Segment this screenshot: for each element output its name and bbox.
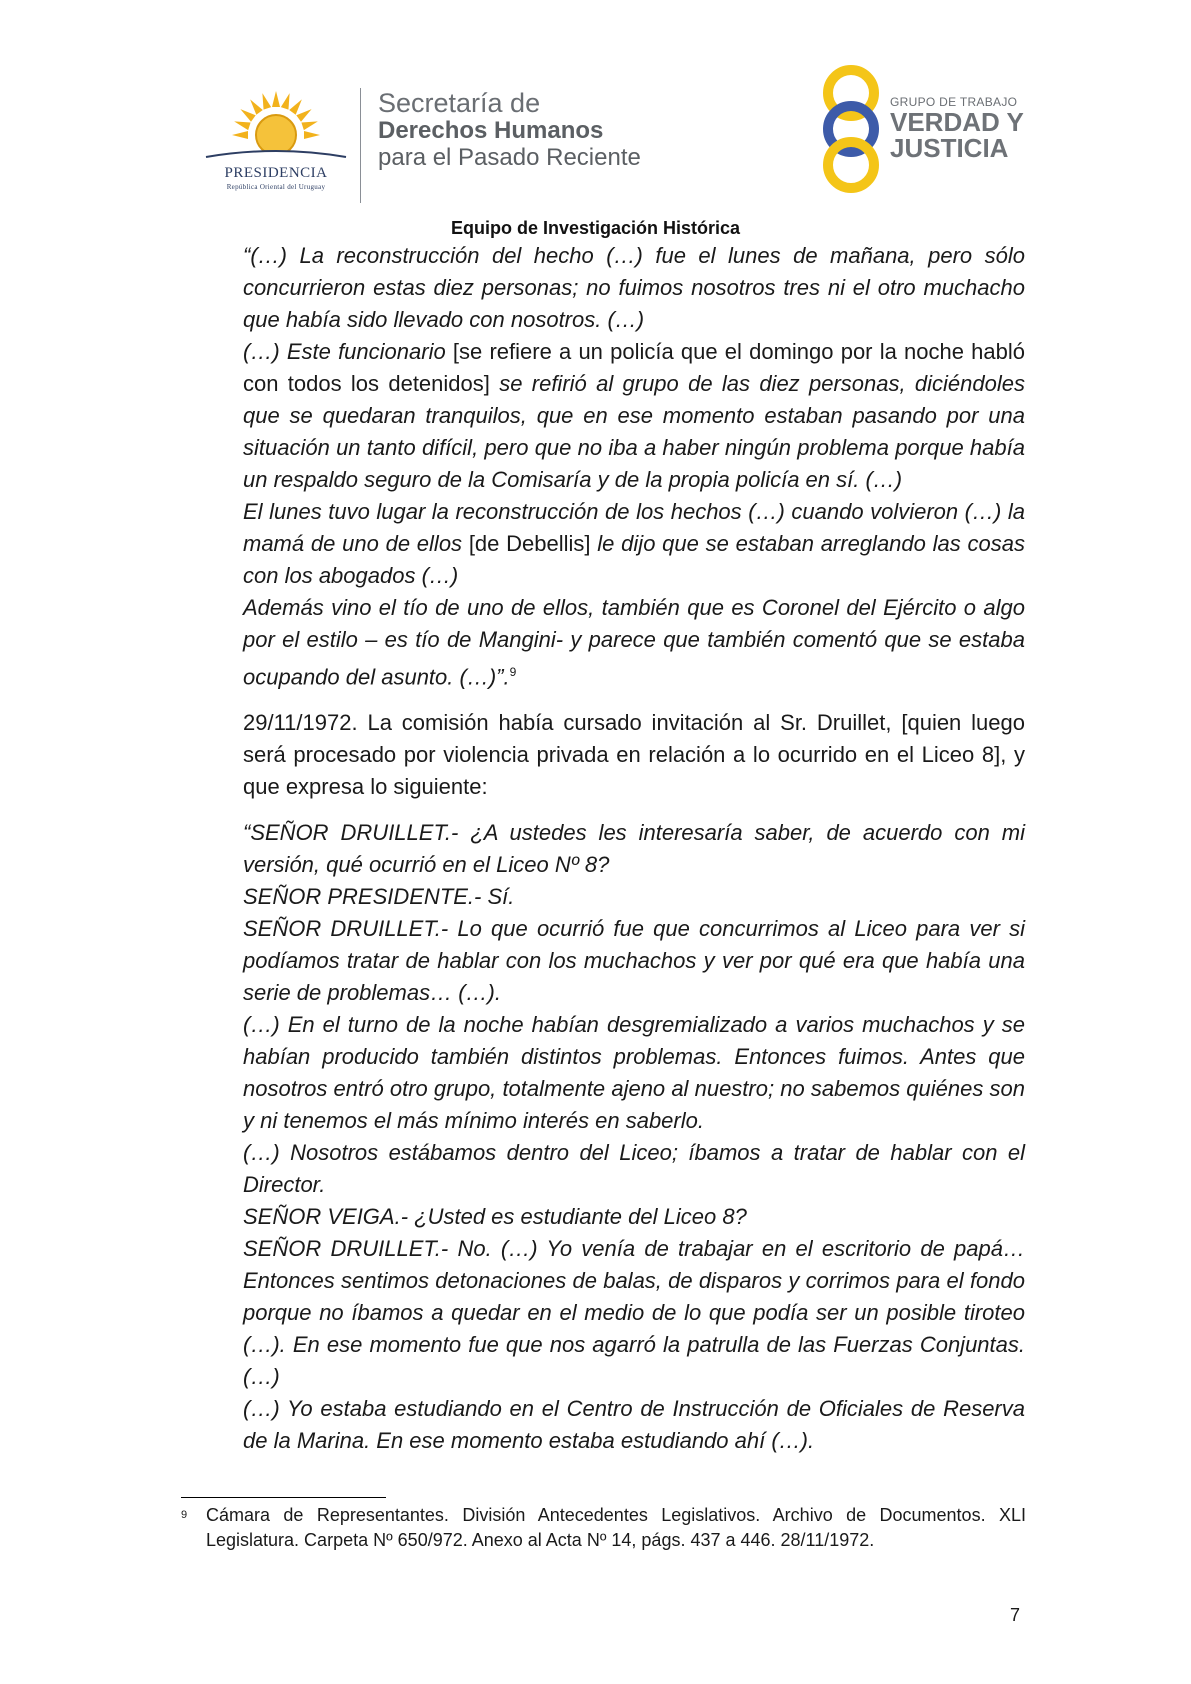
secretaria-line-2: Derechos Humanos — [378, 117, 604, 144]
secretaria-line-1: Secretaría de — [378, 88, 541, 118]
footnote-mark: 9 — [181, 1509, 188, 1521]
logo-divider — [360, 88, 361, 203]
narrative-paragraph: 29/11/1972. La comisión había cursado invitación al Sr. Druillet, [quien luego será procesado por violencia privada en relación a lo ocurrido en el Liceo 8], y que expresa lo siguiente: — [243, 710, 1025, 800]
dialogue-line: SEÑOR PRESIDENTE.- Sí. — [243, 884, 515, 910]
team-title: Equipo de Investigación Histórica — [450, 218, 741, 238]
presidencia-subtitle: República Oriental del Uruguay — [226, 183, 326, 191]
presidencia-logo — [196, 85, 356, 205]
dialogue-line: SEÑOR DRUILLET.- No. (…) Yo venía de trabajar en el escritorio de papá… Entonces sentimos detonaciones de balas, de disparos y corrimos para el fondo porque no íbamos a quedar en el medio de lo que podía ser un posible tiroteo (…). En ese momento fue que nos agarró la patrulla de las Fuerzas Conjuntas. (…) — [243, 1236, 1025, 1390]
page-header — [0, 60, 1191, 210]
gtvj-line-1: GRUPO DE TRABAJO — [890, 95, 1018, 109]
quote-2-part-a: (…) Este funcionario — [243, 339, 446, 364]
sun-emblem-icon — [196, 85, 356, 165]
dialogue-line: SEÑOR DRUILLET.- Lo que ocurrió fue que concurrimos al Liceo para ver si podíamos tratar de hablar con los muchachos y ver por qué era que había una serie de problemas… (…). — [243, 916, 1025, 1006]
dialogue-line: (…) En el turno de la noche habían desgremializado a varios muchachos y se habían producido también distintos problemas. Entonces fuimos. Antes que nosotros entró otro grupo, totalmente ajeno al nuestro; no sabemos quiénes son y ni tenemos el más mínimo interés en saberlo. — [243, 1012, 1025, 1134]
gtvj-line-2: VERDAD Y — [890, 107, 1024, 137]
quote-2-part-c: se refirió al grupo de las diez personas, diciéndoles que se quedaran tranquilos, que en ese momento estaban pasando por una situación un tanto difícil, pero que no iba a haber ningún problema porque había un respaldo seguro de la Comisaría y de la propia policía en sí. (…) — [243, 371, 1025, 492]
secretaria-logotype — [378, 90, 641, 171]
gtvj-line-3: JUSTICIA — [890, 133, 1009, 163]
verdad-justicia-text — [890, 95, 1024, 161]
interlocked-rings-icon — [815, 65, 895, 195]
quote-paragraph-2 — [243, 336, 1025, 496]
dialogue-line: “SEÑOR DRUILLET.- ¿A ustedes les interesaría saber, de acuerdo con mi versión, qué ocurrió en el Liceo Nº 8? — [243, 820, 1025, 878]
footnote-separator — [181, 1497, 386, 1498]
quote-3-editorial-note: [de Debellis] — [462, 531, 598, 556]
footnote — [181, 1503, 1026, 1553]
quote-paragraph-3 — [243, 496, 1025, 592]
document-body — [243, 240, 1025, 1457]
page-number: 7 — [1010, 1605, 1021, 1625]
verdad-justicia-logo — [815, 65, 1045, 200]
dialogue-line: (…) Yo estaba estudiando en el Centro de Instrucción de Oficiales de Reserva de la Marina. En ese momento estaba estudiando ahí (…). — [243, 1396, 1025, 1454]
presidencia-caption — [196, 165, 356, 191]
footnote-reference[interactable]: 9 — [509, 665, 517, 679]
secretaria-line-3: para el Pasado Reciente — [378, 144, 641, 171]
presidencia-name: PRESIDENCIA — [224, 165, 328, 181]
dialogue-line: SEÑOR VEIGA.- ¿Usted es estudiante del Liceo 8? — [243, 1204, 747, 1230]
dialogue-line: (…) Nosotros estábamos dentro del Liceo; íbamos a tratar de hablar con el Director. — [243, 1140, 1025, 1198]
quote-3-part-c: le dijo que se estaban arreglando las cosas con los abogados (…) — [243, 531, 1025, 588]
quote-3-part-a: El lunes tuvo lugar la reconstrucción de los hechos (…) cuando volvieron (…) la mamá de uno de ellos — [243, 499, 1025, 556]
dialogue-block — [243, 817, 1025, 1457]
quote-paragraph-1: “(…) La reconstrucción del hecho (…) fue el lunes de mañana, pero sólo concurrieron estas diez personas; no fuimos nosotros tres ni el otro muchacho que había sido llevado con nosotros. (…) — [243, 243, 1025, 332]
footnote-text: Cámara de Representantes. División Antecedentes Legislativos. Archivo de Documentos. XLI Legislatura. Carpeta Nº 650/972. Anexo al Acta Nº 14, págs. 437 a 446. 28/11/1972. — [206, 1505, 1026, 1550]
quote-2-editorial-note: [se refiere a un policía que el domingo por la noche habló con todos los detenidos] — [243, 339, 1025, 396]
quote-paragraph-4 — [243, 592, 1025, 693]
quote-4-text: Además vino el tío de uno de ellos, también que es Coronel del Ejército o algo por el estilo – es tío de Mangini- y parece que también comentó que se estaba ocupando del asunto. (…)”. — [243, 595, 1025, 690]
